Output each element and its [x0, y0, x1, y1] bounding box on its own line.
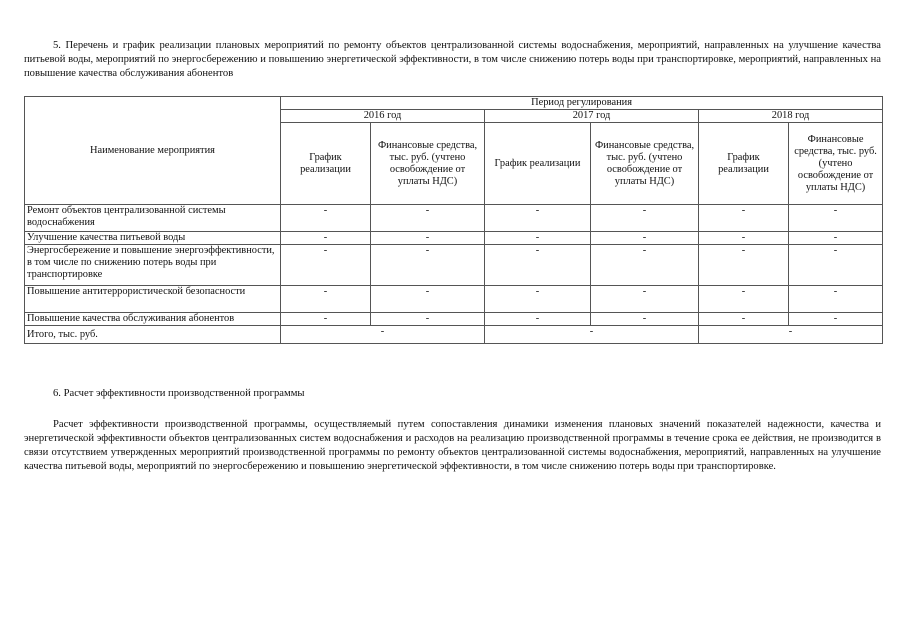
table-row: [25, 313, 883, 326]
finance-header-2016: Финансовые средства, тыс. руб. (учтено освобождение от уплаты НДС): [371, 123, 485, 205]
schedule-header-2017: График реализации: [485, 123, 591, 205]
table-cell: -: [591, 245, 699, 286]
table-cell: -: [371, 245, 485, 286]
table-cell: -: [789, 232, 883, 245]
activity-name: Повышение качества обслуживания абонентов: [25, 313, 281, 326]
table-cell: -: [789, 245, 883, 286]
activity-name: Повышение антитеррористической безопасности: [25, 286, 281, 313]
table-cell: -: [699, 205, 789, 232]
activity-name: Улучшение качества питьевой воды: [25, 232, 281, 245]
year-header-2018: 2018 год: [699, 110, 883, 123]
table-cell: -: [591, 286, 699, 313]
table-cell: -: [371, 313, 485, 326]
total-cell-2018: -: [699, 326, 883, 344]
table-cell: -: [281, 245, 371, 286]
finance-header-2017: Финансовые средства, тыс. руб. (учтено освобождение от уплаты НДС): [591, 123, 699, 205]
total-cell-2017: -: [485, 326, 699, 344]
year-header-2016: 2016 год: [281, 110, 485, 123]
table-cell: -: [485, 286, 591, 313]
table-cell: -: [699, 245, 789, 286]
table-cell: -: [371, 286, 485, 313]
table-cell: -: [485, 313, 591, 326]
schedule-header-2018: График реализации: [699, 123, 789, 205]
table-cell: -: [281, 205, 371, 232]
total-cell-2016: -: [281, 326, 485, 344]
finance-header-2018: Финансовые средства, тыс. руб. (учтено освобождение от уплаты НДС): [789, 123, 883, 205]
table-row: [25, 286, 883, 313]
table-row: [25, 205, 883, 232]
table-cell: -: [281, 232, 371, 245]
table-cell: -: [371, 205, 485, 232]
table-cell: -: [789, 286, 883, 313]
total-row: [25, 326, 883, 344]
total-label: Итого, тыс. руб.: [25, 326, 281, 344]
table-cell: -: [371, 232, 485, 245]
table-row: [25, 232, 883, 245]
table-cell: -: [281, 313, 371, 326]
table-cell: -: [591, 232, 699, 245]
table-cell: -: [281, 286, 371, 313]
activity-name: Энергосбережение и повышение энергоэффективности, в том числе по снижению потерь воды при транспортировке: [25, 245, 281, 286]
activities-schedule-table: [24, 96, 883, 344]
table-cell: -: [591, 313, 699, 326]
table-cell: -: [591, 205, 699, 232]
section-6-heading: 6. Расчет эффективности производственной программы: [53, 388, 305, 399]
activity-name-header: Наименование мероприятия: [25, 97, 281, 205]
section-6-body: Расчет эффективности производственной программы, осуществляемый путем сопоставления динамики изменения плановых значений показателей надежности, качества и энергетической эффективности объектов централизованных систем водоснабжения и расходов на реализацию производственной программы в течение срока ее действия, не производится в связи отсутствием утвержденных мероприятий производственной программы по ремонту объектов централизованной системы водоснабжения, мероприятий, направленных на улучшение качества питьевой воды, мероприятий по энергосбережению и повышению энергетической эффективности, в том числе снижению потерь воды при транспортировке.: [24, 419, 881, 472]
table-cell: -: [789, 205, 883, 232]
activity-name: Ремонт объектов централизованной системы водоснабжения: [25, 205, 281, 232]
table-cell: -: [485, 232, 591, 245]
table-cell: -: [789, 313, 883, 326]
section-5-heading: 5. Перечень и график реализации плановых мероприятий по ремонту объектов централизованной системы водоснабжения, мероприятий, направленных на улучшение качества питьевой воды, мероприятий по энергосбережению и повышению энергетической эффективности, в том числе снижению потерь воды при транспортировке, мероприятий, направленных на повышение качества обслуживания абонентов: [24, 40, 881, 79]
table-cell: -: [699, 313, 789, 326]
table-cell: -: [485, 205, 591, 232]
period-header: Период регулирования: [281, 97, 883, 110]
schedule-header-2016: График реализации: [281, 123, 371, 205]
table-cell: -: [699, 286, 789, 313]
table-cell: -: [699, 232, 789, 245]
year-header-2017: 2017 год: [485, 110, 699, 123]
table-cell: -: [485, 245, 591, 286]
table-row: [25, 245, 883, 286]
